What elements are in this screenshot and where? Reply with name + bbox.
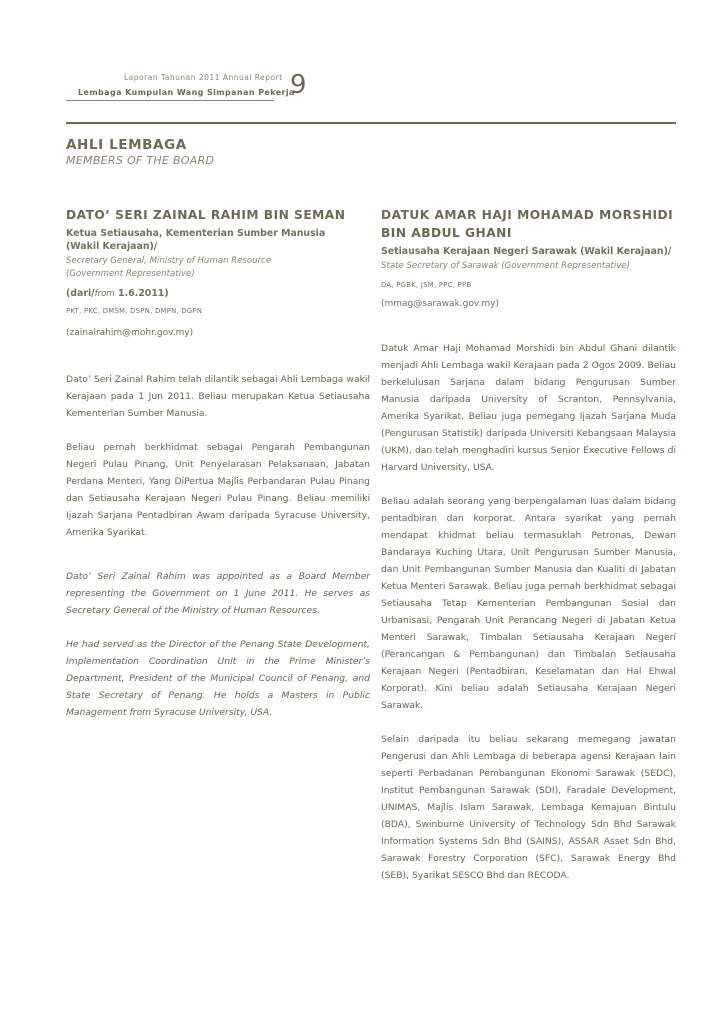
bio-paragraph: Datuk Amar Haji Mohamad Morshidi bin Abdul Ghani dilantik menjadi Ahli Lembaga wakil Kerajaan pada 2 Ogos 2009. Beliau berkelulusan Sarjana dalam bidang Pengurusan Sumber Manusia daripada University of Scranton, Pennsylvania, Amerika Syarikat. Beliau juga pemegang Ijazah Sarjana Muda (Pengurusan Statistik) daripada Universiti Kebangsaan Malaysia (UKM), dan telah menghadiri kursus Senior Executive Fellows di Harvard University, USA. (381, 343, 676, 473)
organization-name: Lembaga Kumpulan Wang Simpanan Pekerja (78, 88, 295, 97)
bio-paragraph-en: Dato’ Seri Zainal Rahim was appointed as a Board Member representing the Government on 1 June 2011. He serves as Secretary General of the Ministry of Human Resources. (66, 571, 370, 616)
bio-paragraph: Beliau adalah seorang yang berpengalaman luas dalam bidang pentadbiran dan korporat. Antara syarikat yang pernah mendapat khidmat beliau termasuklah Petronas, Dewan Bandaraya Kuching Utara, Unit Pengurusan Sumber Manusia, dan Unit Pembangunan Sumber Manusia dan Kualiti di Jabatan Ketua Menteri Sarawak. Beliau juga pernah berkhidmat sebagai Setiausaha Tetap Kementerian Pembangunan Sosial dan Urbanisasi, Pengarah Unit Perancang Negeri di Jabatan Ketua Menteri Sarawak, Timbalan Setiausaha Kerajaan Negeri (Perancangan & Pembangunan) dan Timbalan Setiausaha Kerajaan Negeri (Pentadbiran, Keselamatan dan Hal Ehwal Korporat). Kini beliau adalah Setiausaha Kerajaan Negeri Sarawak. (381, 496, 676, 711)
member-awards: DA, PGBK, JSM, PPC, PPB (381, 281, 472, 289)
member-name: DATO’ SERI ZAINAL RAHIM BIN SEMAN (66, 208, 346, 222)
dari-label: (dari/ (66, 288, 95, 299)
member-name (381, 206, 676, 242)
member-name-line: BIN ABDUL GHANI (381, 226, 512, 240)
report-title: Laporan Tahunan 2011 Annual Report (124, 73, 283, 82)
bio-paragraph-en: He had served as the Director of the Penang State Development, Implementation Coordination Unit in the Prime Minister’s Department, President of the Municipal Council of Penang, and State Secretary of Penang. He holds a Masters in Public Management from Syracuse University, USA. (66, 639, 370, 718)
position-line: (Wakil Kerajaan)/ (66, 241, 158, 252)
member-position-ms (66, 227, 370, 253)
page-header (0, 0, 728, 112)
date-value: 1.6.2011) (114, 288, 169, 299)
appointment-date (66, 287, 370, 301)
section-title: AHLI LEMBAGA (66, 137, 187, 153)
member-position-en (66, 255, 370, 281)
section-subtitle: MEMBERS OF THE BOARD (66, 154, 215, 167)
section-divider (66, 122, 676, 124)
member-email: (zainalrahim@mohr.gov.my) (66, 328, 194, 338)
member-email: (mmag@sarawak.gov.my) (381, 299, 499, 309)
position-line: (Government Representative) (66, 269, 195, 279)
member-profile-right (381, 206, 676, 884)
member-profile-left (66, 206, 370, 721)
from-label: from (94, 289, 115, 299)
bio-paragraph: Dato’ Seri Zainal Rahim telah dilantik sebagai Ahli Lembaga wakil Kerajaan pada 1 Jun 2011. Beliau merupakan Ketua Setiausaha Kementerian Sumber Manusia. (66, 374, 370, 419)
page-number: 9 (290, 70, 307, 100)
member-position-en: State Secretary of Sarawak (Government Representative) (381, 261, 630, 271)
member-awards: PKT, PKC, DMSM, DSPN, DMPN, DGPN (66, 307, 203, 315)
position-line: Ketua Setiausaha, Kementerian Sumber Manusia (66, 228, 326, 239)
header-divider (66, 100, 274, 101)
bio-paragraph: Beliau pernah berkhidmat sebagai Pengarah Pembangunan Negeri Pulau Pinang, Unit Penyelarasan Pelaksanaan, Jabatan Perdana Menteri, Yang DiPertua Majlis Perbandaran Pulau Pinang dan Setiausaha Kerajaan Negeri Pulau Pinang. Beliau memiliki Ijazah Sarjana Pentadbiran Awam daripada Syracuse University, Amerika Syarikat. (66, 442, 370, 538)
position-line: Secretary General, Ministry of Human Resource (66, 256, 272, 266)
member-name-line: DATUK AMAR HAJI MOHAMAD MORSHIDI (381, 208, 674, 222)
member-position-ms: Setiausaha Kerajaan Negeri Sarawak (Wakil Kerajaan)/ (381, 246, 672, 257)
bio-paragraph: Selain daripada itu beliau sekarang memegang jawatan Pengerusi dan Ahli Lembaga di beberapa agensi Kerajaan lain seperti Perbadanan Pembangunan Ekonomi Sarawak (SEDC), Institut Pembangunan Sarawak (SDI), Faradale Development, UNIMAS, Majlis Islam Sarawak, Lembaga Kemajuan Bintulu (BDA), Swinburne University of Technology Sdn Bhd Sarawak Information Systems Sdn Bhd (SAINS), ASSAR Asset Sdn Bhd, Sarawak Forestry Corporation (SFC), Sarawak Energy Bhd (SEB), Syarikat SESCO Bhd dan RECODA. (381, 734, 676, 881)
